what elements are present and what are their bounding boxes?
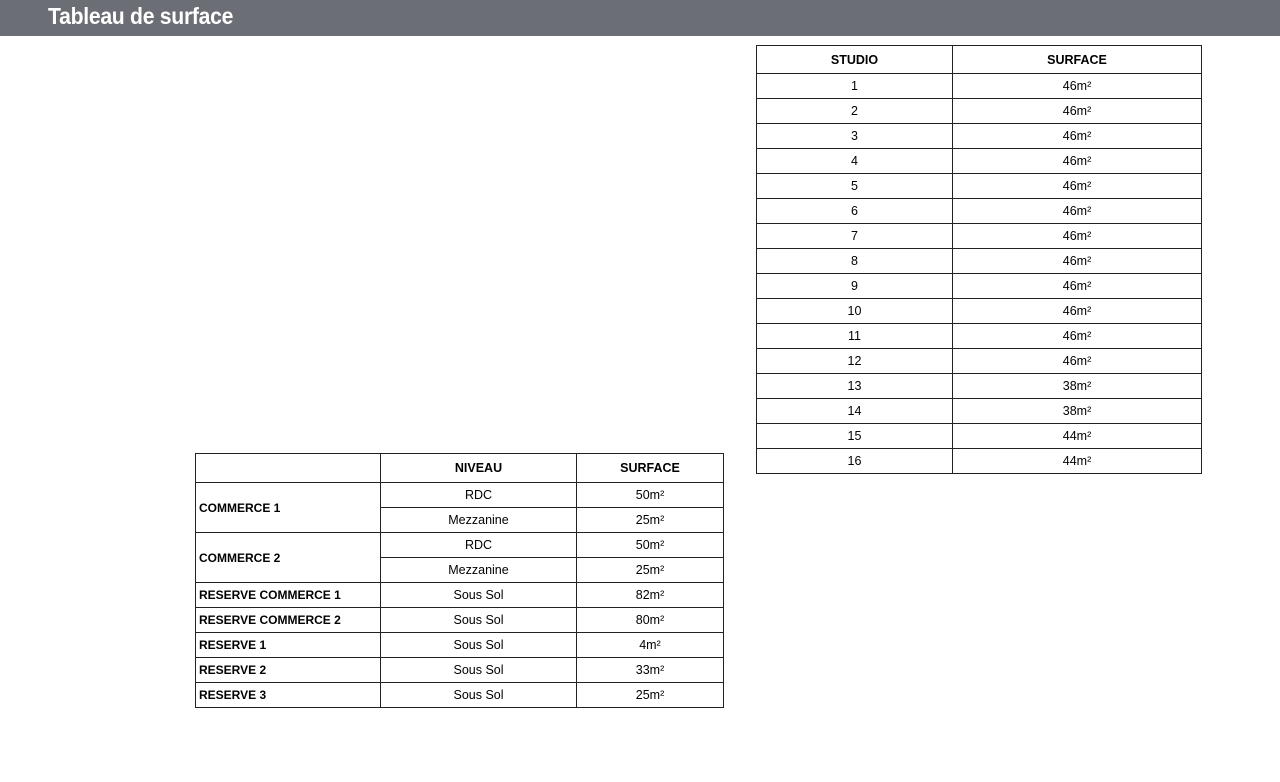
niveau-cell: Sous Sol [381, 633, 577, 658]
studio-number-cell: 2 [757, 99, 953, 124]
studio-surface-cell: 44m² [953, 424, 1202, 449]
studio-surface-cell: 46m² [953, 224, 1202, 249]
studio-number-cell: 13 [757, 374, 953, 399]
studio-surface-cell: 46m² [953, 349, 1202, 374]
studio-surface-cell: 44m² [953, 449, 1202, 474]
column-header-niveau: NIVEAU [381, 454, 577, 483]
studio-surface-cell: 38m² [953, 374, 1202, 399]
studio-surface-cell: 46m² [953, 199, 1202, 224]
surface-cell: 50m² [577, 533, 724, 558]
table-row [757, 274, 1202, 299]
column-header-surface: SURFACE [953, 46, 1202, 74]
studio-number-cell: 16 [757, 449, 953, 474]
table-row [757, 74, 1202, 99]
table-row [757, 249, 1202, 274]
studio-number-cell: 14 [757, 399, 953, 424]
unit-label-cell: COMMERCE 2 [196, 533, 381, 583]
title-bar [0, 0, 1280, 36]
studio-surface-cell: 46m² [953, 149, 1202, 174]
unit-label-cell: RESERVE 1 [196, 633, 381, 658]
niveau-cell: Sous Sol [381, 583, 577, 608]
column-header-studio: STUDIO [757, 46, 953, 74]
surface-cell: 50m² [577, 483, 724, 508]
surface-cell: 25m² [577, 508, 724, 533]
column-header-label [196, 454, 381, 483]
table-row [757, 449, 1202, 474]
surface-cell: 25m² [577, 558, 724, 583]
studio-number-cell: 7 [757, 224, 953, 249]
studio-surface-cell: 46m² [953, 99, 1202, 124]
niveau-cell: RDC [381, 483, 577, 508]
table-row [757, 299, 1202, 324]
studio-number-cell: 3 [757, 124, 953, 149]
studio-number-cell: 12 [757, 349, 953, 374]
studio-number-cell: 1 [757, 74, 953, 99]
studio-surface-table [756, 45, 1202, 474]
surface-cell: 33m² [577, 658, 724, 683]
surface-cell: 82m² [577, 583, 724, 608]
table-row [757, 349, 1202, 374]
studio-surface-cell: 46m² [953, 74, 1202, 99]
table-row [757, 99, 1202, 124]
table-row [196, 533, 724, 558]
studio-number-cell: 5 [757, 174, 953, 199]
studio-number-cell: 8 [757, 249, 953, 274]
studio-surface-cell: 46m² [953, 124, 1202, 149]
table-row [757, 124, 1202, 149]
table-row [757, 399, 1202, 424]
studio-number-cell: 4 [757, 149, 953, 174]
table-row [196, 633, 724, 658]
niveau-cell: Mezzanine [381, 558, 577, 583]
unit-label-cell: COMMERCE 1 [196, 483, 381, 533]
unit-label-cell: RESERVE COMMERCE 1 [196, 583, 381, 608]
table-header-row [757, 46, 1202, 74]
table-row [757, 174, 1202, 199]
table-row [196, 608, 724, 633]
surface-cell: 80m² [577, 608, 724, 633]
studio-surface-cell: 46m² [953, 274, 1202, 299]
studio-surface-cell: 46m² [953, 299, 1202, 324]
table-row [757, 424, 1202, 449]
niveau-cell: Mezzanine [381, 508, 577, 533]
table-row [757, 149, 1202, 174]
table-row [196, 583, 724, 608]
table-row [196, 683, 724, 708]
table-row [196, 658, 724, 683]
commerce-surface-table [195, 453, 724, 708]
surface-cell: 25m² [577, 683, 724, 708]
column-header-surface: SURFACE [577, 454, 724, 483]
studio-surface-cell: 46m² [953, 249, 1202, 274]
niveau-cell: Sous Sol [381, 608, 577, 633]
studio-number-cell: 9 [757, 274, 953, 299]
unit-label-cell: RESERVE 2 [196, 658, 381, 683]
niveau-cell: Sous Sol [381, 658, 577, 683]
table-row [757, 374, 1202, 399]
studio-surface-cell: 46m² [953, 324, 1202, 349]
studio-number-cell: 6 [757, 199, 953, 224]
studio-surface-cell: 46m² [953, 174, 1202, 199]
table-row [757, 199, 1202, 224]
niveau-cell: Sous Sol [381, 683, 577, 708]
studio-number-cell: 10 [757, 299, 953, 324]
studio-surface-cell: 38m² [953, 399, 1202, 424]
page-title: Tableau de surface [48, 3, 234, 29]
surface-cell: 4m² [577, 633, 724, 658]
table-row [196, 483, 724, 508]
studio-number-cell: 11 [757, 324, 953, 349]
table-row [757, 324, 1202, 349]
table-header-row [196, 454, 724, 483]
unit-label-cell: RESERVE COMMERCE 2 [196, 608, 381, 633]
table-row [757, 224, 1202, 249]
niveau-cell: RDC [381, 533, 577, 558]
studio-number-cell: 15 [757, 424, 953, 449]
unit-label-cell: RESERVE 3 [196, 683, 381, 708]
